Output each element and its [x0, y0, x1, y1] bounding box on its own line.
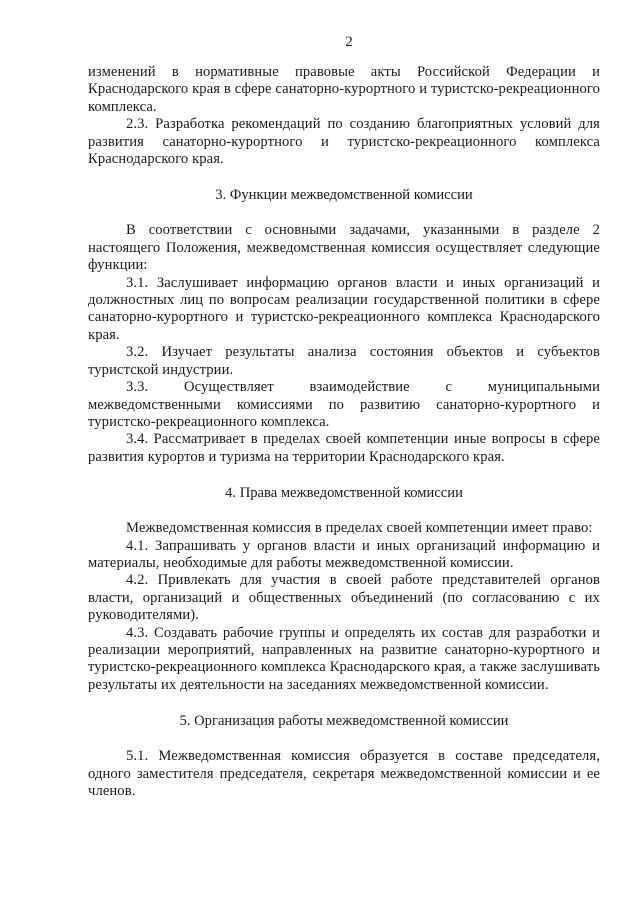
paragraph-4-1: 4.1. Запрашивать у органов власти и иных организаций информацию и материалы, необходимые для работы межведомственной комиссии. — [88, 537, 600, 571]
paragraph-5-1: 5.1. Межведомственная комиссия образуется в составе председателя, одного заместителя председателя, секретаря межведомственной комиссии и ее членов. — [88, 748, 600, 799]
paragraph-2-3: 2.3. Разработка рекомендаций по созданию благоприятных условий для развития санаторно-курортного и туристско-рекреационного комплекса Краснодарского края. — [88, 116, 600, 168]
paragraph-4-3: 4.3. Создавать рабочие группы и определять их состав для разработки и реализации мероприятий, направленных на развитие санаторно-курортного и туристско-рекреационного комплекса Краснодарского края, а также заслушивать результаты их деятельности на заседаниях межведомственной комиссии. — [88, 624, 600, 693]
section-4-intro: Межведомственная комиссия в пределах своей компетенции имеет право: — [126, 520, 593, 537]
section-4-heading: 4. Права межведомственной комиссии — [225, 485, 463, 502]
paragraph-3-4: 3.4. Рассматривает в пределах своей компетенции иные вопросы в сфере развития курортов и туризма на территории Краснодарского края. — [88, 431, 600, 465]
section-5-heading: 5. Организация работы межведомственной комиссии — [179, 713, 509, 730]
page-number: 2 — [345, 34, 353, 50]
paragraph-intro-continued: изменений в нормативные правовые акты Российской Федерации и Краснодарского края в сфере санаторно-курортного и туристско-рекреационного комплекса. — [88, 64, 600, 115]
paragraph-3-3: 3.3. Осуществляет взаимодействие с муниципальными межведомственными комиссиями по развитию санаторно-курортного и туристско-рекреационного комплекса. — [88, 379, 600, 430]
section-3-heading: 3. Функции межведомственной комиссии — [215, 187, 473, 204]
paragraph-3-1: 3.1. Заслушивает информацию органов власти и иных организаций и должностных лиц по вопросам реализации государственной политики в сфере санаторно-курортного и туристско-рекреационного комплекса Краснодарского края. — [88, 274, 600, 343]
section-3-intro: В соответствии с основными задачами, указанными в разделе 2 настоящего Положения, межведомственная комиссия осуществляет следующие функции: — [88, 222, 600, 274]
paragraph-3-2: 3.2. Изучает результаты анализа состояния объектов и субъектов туристской индустрии. — [88, 344, 600, 378]
document-page — [88, 32, 600, 800]
paragraph-4-2: 4.2. Привлекать для участия в своей работе представителей органов власти, организаций и общественных объединений (по согласованию с их руководителями). — [88, 572, 600, 624]
